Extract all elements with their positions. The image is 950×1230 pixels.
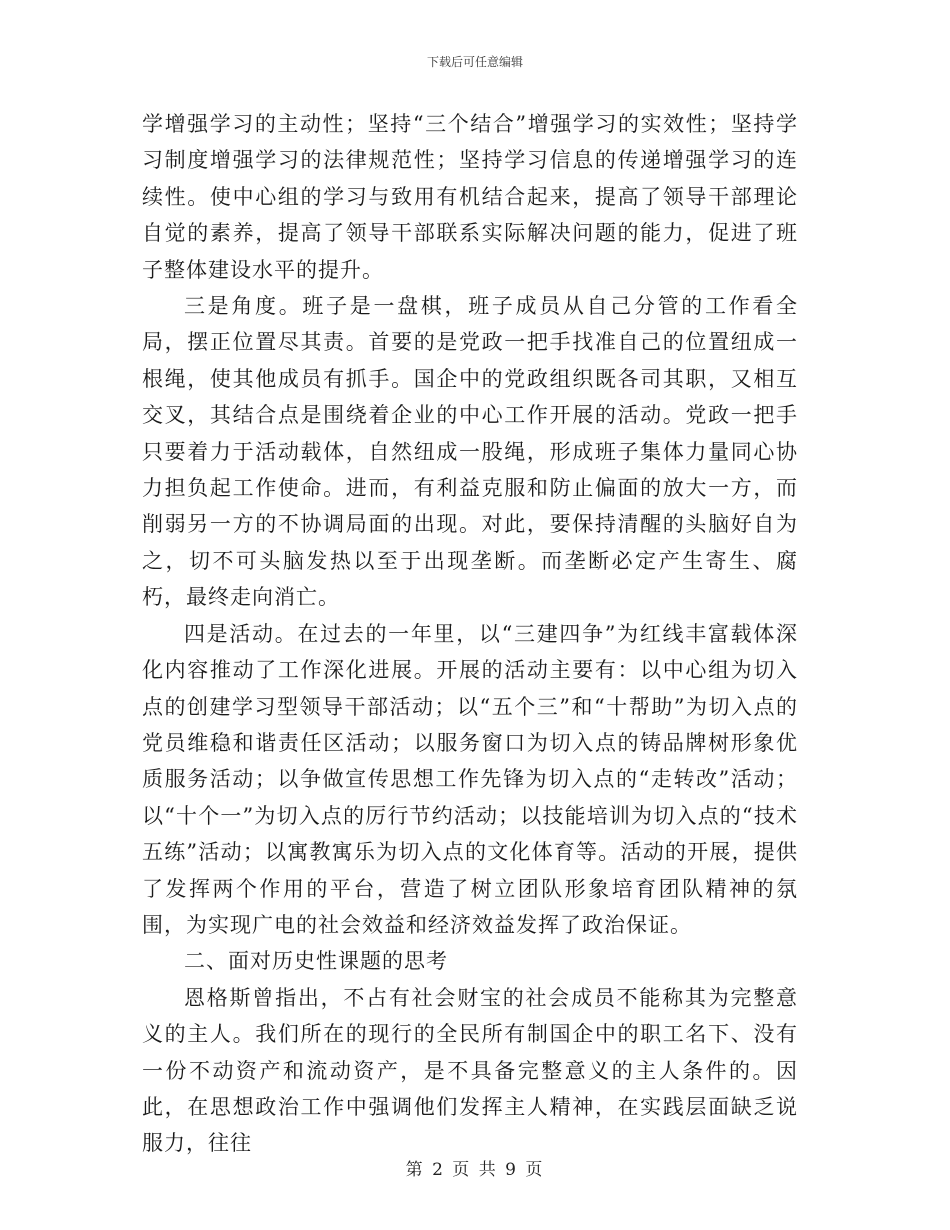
paragraph-engels: 恩格斯曾指出，不占有社会财宝的社会成员不能称其为完整意义的主人。我们所在的现行的全民所有制国企中的职工名下、没有一份不动资产和流动资产，是不具备完整意义的主人条件的。因此，在思想政治工作中强调他们发挥主人精神，在实践层面缺乏说服力，往往: [142, 985, 798, 1156]
section-heading: 二、面对历史性课题的思考: [184, 949, 448, 974]
page-number: 第 2 页 共 9 页: [405, 1160, 545, 1180]
paragraph-activities: 四是活动。在过去的一年里，以“三建四争”为红线丰富载体深化内容推动了工作深化进展。开展的活动主要有：以中心组为切入点的创建学习型领导干部活动；以“五个三”和“十帮助”为切入点的党员维稳和谐责任区活动；以服务窗口为切入点的铸品牌树形象优质服务活动；以争做宣传思想工作先锋为切入点的“走转改”活动；以“十个一”为切入点的厉行节约活动；以技能培训为切入点的“技术五练”活动；以寓教寓乐为切入点的文化体育等。活动的开展，提供了发挥两个作用的平台，营造了树立团队形象培育团队精神的氛围，为实现广电的社会效益和经济效益发挥了政治保证。: [142, 621, 798, 937]
page-header: 下载后可任意编辑: [426, 55, 523, 69]
document-body: [142, 106, 798, 1162]
paragraph-angle: 三是角度。班子是一盘棋，班子成员从自己分管的工作看全局，摆正位置尽其责。首要的是党政一把手找准自己的位置纽成一根绳，使其他成员有抓手。国企中的党政组织既各司其职，又相互交叉，其结合点是围绕着企业的中心工作开展的活动。党政一把手只要着力于活动载体，自然纽成一股绳，形成班子集体力量同心协力担负起工作使命。进而，有利益克服和防止偏面的放大一方，而削弱另一方的不协调局面的出现。对此，要保持清醒的头脑好自为之，切不可头脑发热以至于出现垄断。而垄断必定产生寄生、腐朽，最终走向消亡。: [142, 294, 798, 610]
paragraph-continuation: 学增强学习的主动性；坚持“三个结合”增强学习的实效性；坚持学习制度增强学习的法律规范性；坚持学习信息的传递增强学习的连续性。使中心组的学习与致用有机结合起来，提高了领导干部理论自觉的素养，提高了领导干部联系实际解决问题的能力，促进了班子整体建设水平的提升。: [142, 112, 798, 282]
